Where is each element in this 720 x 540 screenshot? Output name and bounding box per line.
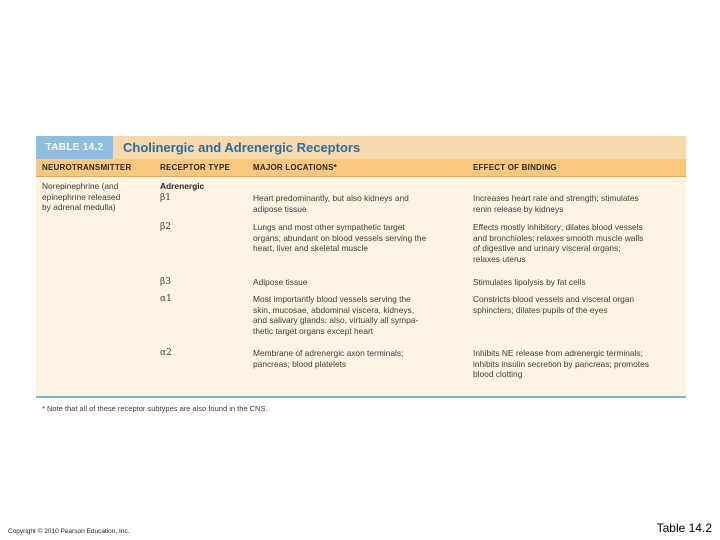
effect-line: relaxes uterus [473,253,526,264]
neurotransmitter-line: by adrenal medulla) [42,202,116,212]
location-line: Adipose tissue [253,277,308,287]
effects-alpha2 [473,348,649,380]
locations-beta2 [253,222,426,254]
receptor-beta1: β1 [160,193,171,203]
header-neurotransmitter: NEUROTRANSMITTER [42,163,132,172]
receptor-alpha2: α2 [160,348,172,358]
copyright-text: Copyright © 2010 Pearson Education, Inc. [8,528,130,535]
effect-line: Effects mostly inhibitory; dilates blood vessels [473,222,643,232]
effect-line: Constricts blood vessels and visceral organ [473,294,635,304]
header-major-locations: MAJOR LOCATIONS* [253,163,337,172]
location-line: organs; abundant on blood vessels serving the [253,232,427,243]
location-line: Membrane of adrenergic axon terminals; [253,348,404,358]
effects-beta1 [473,193,639,214]
table-title-bar [36,136,686,159]
location-line: Most importantly blood vessels serving the [253,294,411,304]
effect-line: and bronchioles; relaxes smooth muscle walls [473,232,644,243]
receptor-beta2: β2 [160,222,171,232]
table-footnote: * Note that all of these receptor subtypes are also found in the CNS. [42,404,268,413]
slide-table-label: Table 14.2 [656,521,712,535]
neurotransmitter-cell [42,181,120,213]
table-title: Cholinergic and Adrenergic Receptors [123,140,361,155]
location-line: Heart predominantly, but also kidneys and [253,193,409,203]
neurotransmitter-line: Norepinephrine (and [42,181,119,191]
receptor-group-label: Adrenergic [160,181,205,191]
receptor-table [36,136,686,398]
location-line: Lungs and most other sympathetic target [253,222,405,232]
effect-line: inhibits insulin secretion by pancreas; promotes [473,358,649,369]
effect-line: sphincters; dilates pupils of the eyes [473,304,608,315]
locations-beta1 [253,193,409,214]
header-receptor-type: RECEPTOR TYPE [160,163,231,172]
location-line: pancreas; blood platelets [253,358,347,369]
location-line: adipose tissue [253,203,307,214]
receptor-alpha1: α1 [160,294,172,304]
location-line: thetic target organs except heart [253,325,374,336]
location-line: and salivary glands; also, virtually all sympa- [253,315,419,325]
effect-line: Stimulates lipolysis by fat cells [473,277,586,287]
receptor-beta3: β3 [160,277,171,287]
neurotransmitter-line: epinephrine released [42,191,121,202]
locations-alpha1 [253,294,418,336]
effect-line: Inhibits NE release from adrenergic terminals; [473,348,643,358]
effect-line: Increases heart rate and strength; stimulates [473,193,639,203]
effect-line: of digestive and urinary visceral organs; [473,243,621,253]
header-effect: EFFECT OF BINDING [473,163,557,172]
effect-line: blood clotting [473,369,523,379]
table-header-row [36,159,686,177]
effect-line: renin release by kidneys [473,203,564,214]
table-label: TABLE 14.2 [36,136,113,159]
effects-beta3 [473,277,586,288]
locations-beta3 [253,277,307,288]
location-line: heart, liver and skeletal muscle [253,243,368,253]
locations-alpha2 [253,348,403,369]
effects-alpha1 [473,294,634,315]
location-line: skin, mucosae, abdominal viscera, kidneys, [253,304,415,315]
effects-beta2 [473,222,643,264]
